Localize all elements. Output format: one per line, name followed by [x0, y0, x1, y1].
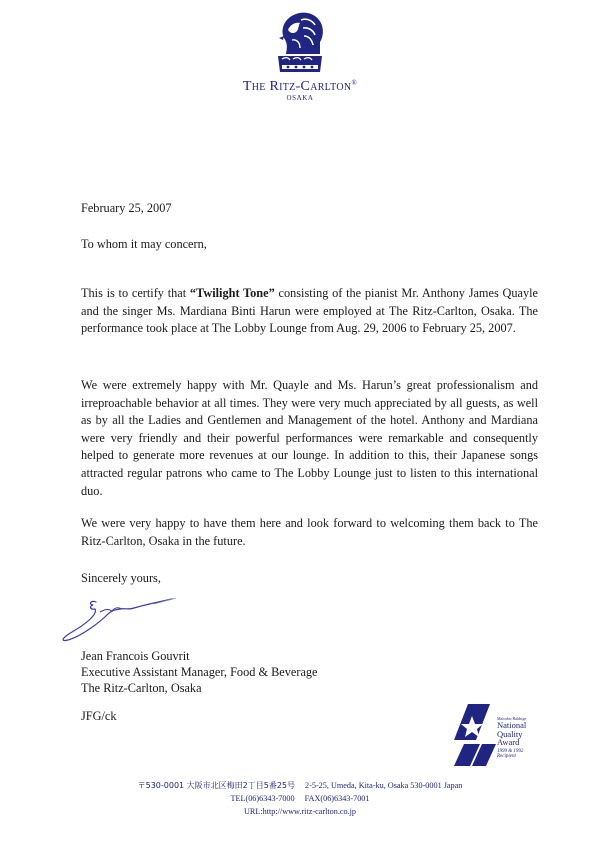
paragraph-appreciation: We were extremely happy with Mr. Quayle and Ms. Harun’s great professionalism and irreproachable behavior at all times. They were very much appreciated by all guests, as well as by all the Ladies and Gentlemen and Management of the hotel. Anthony and Mardiana were very friendly and their powerful performances were remarkable and consequently helped to generate more revenues at our lounge. In addition to this, their Japanese songs attracted regular patrons who came to The Lobby Lounge just to listen to this international duo. [81, 378, 538, 498]
paragraph-certification [81, 285, 538, 338]
lion-crown-crest-icon [270, 8, 330, 78]
star-award-emblem-icon [450, 700, 540, 770]
complimentary-close: Sincerely yours, [81, 571, 161, 585]
award-line-2: National [497, 720, 527, 730]
brand-name [0, 78, 600, 95]
letterhead [0, 0, 600, 110]
handwritten-signature-icon [58, 590, 178, 645]
reference-initials: JFG/ck [81, 709, 117, 723]
footer-address [0, 779, 600, 818]
address-japanese: 〒530-0001 大阪市北区梅田2丁目5番25号 [137, 781, 296, 790]
letter-date: February 25, 2007 [81, 201, 172, 215]
salutation: To whom it may concern, [81, 237, 207, 251]
award-line-3: Quality [497, 728, 523, 739]
brand-city: OSAKA [286, 94, 314, 102]
award-line-6: Recipient [497, 753, 516, 759]
signatory-organization: The Ritz-Carlton, Osaka [81, 681, 202, 695]
award-line-1: Malcolm Baldrige [497, 716, 527, 721]
award-line-5: 1999 & 1992 [497, 748, 524, 754]
group-name: “Twilight Tone” [189, 286, 275, 300]
address-english: 2-5-25, Umeda, Kita-ku, Osaka 530-0001 Japan [305, 781, 463, 790]
paragraph-closing: We were very happy to have them here and look forward to welcoming them back to The Ritz-Carlton, Osaka in the future. [81, 516, 538, 548]
registered-mark: ® [351, 79, 358, 87]
fax: FAX(06)6343-7001 [304, 794, 370, 803]
paragraph-certification-intro: This is to certify that [81, 286, 190, 300]
signatory-name: Jean Francois Gouvrit [81, 649, 190, 663]
footer-url[interactable]: URL:http://www.ritz-carlton.co.jp [243, 807, 357, 816]
brand-name-text: The Ritz-Carlton [242, 79, 352, 94]
footer-address-line [0, 779, 600, 792]
signature-block [81, 648, 538, 696]
footer-contact-line [0, 792, 600, 805]
award-line-4: Award [497, 737, 520, 747]
signatory-title: Executive Assistant Manager, Food & Beverage [81, 665, 318, 679]
award-caption [497, 717, 526, 759]
telephone: TEL(06)6343-7000 [230, 794, 295, 803]
paragraph-certification-body: consisting of the pianist Mr. Anthony James Quayle and the singer Ms. Mardiana Binti Harun were employed at The Ritz-Carlton, Osaka. The performance took place at The Lobby Lounge from Aug. 29, 2006 to February 25, 2007. [81, 286, 539, 336]
